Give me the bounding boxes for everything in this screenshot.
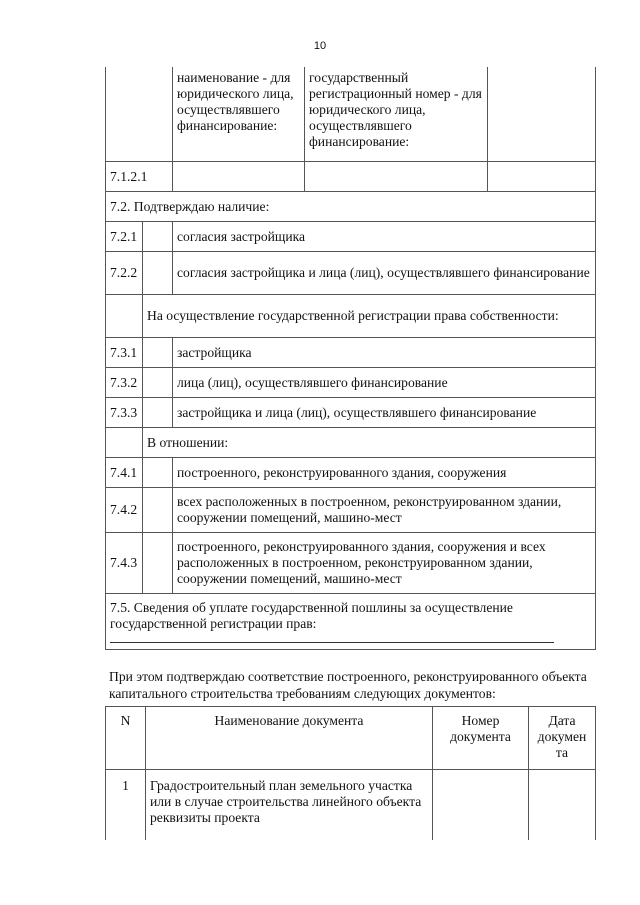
row-number: 7.3.2	[106, 368, 143, 398]
row-n: 1	[106, 770, 146, 841]
header-n: N	[106, 707, 146, 770]
entry-cell[interactable]	[173, 162, 305, 192]
row-7-3-3	[106, 398, 596, 428]
row-number: 7.3.1	[106, 338, 143, 368]
row-number: 7.3.3	[106, 398, 143, 428]
confirmation-paragraph: При этом подтверждаю соответствие построенного, реконструированного объекта капитального строительства требованиям следующих документов:	[109, 669, 587, 701]
row-text: всех расположенных в построенном, реконструированном здании, сооружении помещений, машино-мест	[173, 488, 596, 533]
page-number: 10	[313, 40, 327, 52]
row-7-4-1	[106, 458, 596, 488]
row-text: согласия застройщика и лица (лиц), осуществлявшего финансирование	[173, 252, 596, 295]
row-text: построенного, реконструированного здания, сооружения и всех расположенных в построенном, реконструированном здании, сооружении помещений, машино-мест	[173, 533, 596, 594]
documents-table	[105, 706, 596, 840]
row-number: 7.2.2	[106, 252, 143, 295]
application-table	[105, 67, 596, 650]
row-number: 7.1.2.1	[106, 162, 173, 192]
section-7-4-title-row	[106, 428, 596, 458]
header-document-name: Наименование документа	[146, 707, 433, 770]
row-7-1-2-1	[106, 162, 596, 192]
section-7-3-title-row	[106, 295, 596, 338]
fee-payment-input-line[interactable]	[110, 632, 554, 643]
section-7-5-row	[106, 594, 596, 650]
fee-payment-cell	[106, 594, 596, 650]
row-7-3-2	[106, 368, 596, 398]
row-7-4-2	[106, 488, 596, 533]
checkbox-cell[interactable]	[143, 368, 173, 398]
section-7-2-title-row	[106, 192, 596, 222]
row-7-2-2	[106, 252, 596, 295]
section-title: 7.5. Сведения об уплате государственной пошлины за осуществление государственной регистрации прав:	[110, 600, 513, 631]
checkbox-cell[interactable]	[143, 488, 173, 533]
checkbox-cell[interactable]	[143, 338, 173, 368]
checkbox-cell[interactable]	[143, 533, 173, 594]
checkbox-cell[interactable]	[143, 458, 173, 488]
row-document-name: Градостроительный план земельного участка или в случае строительства линейного объекта реквизиты проекта	[146, 770, 433, 841]
row-number: 7.2.1	[106, 222, 143, 252]
row-text: застройщика и лица (лиц), осуществлявшего финансирование	[173, 398, 596, 428]
header-document-number: Номер документа	[433, 707, 529, 770]
legal-entity-name-cell: наименование - для юридического лица, осуществлявшего финансирование:	[173, 67, 305, 162]
row-7-2-1	[106, 222, 596, 252]
section-title: На осуществление государственной регистрации права собственности:	[143, 295, 596, 338]
header-document-date: Дата докумен та	[529, 707, 596, 770]
section-title: 7.2. Подтверждаю наличие:	[106, 192, 596, 222]
row-document-number[interactable]	[433, 770, 529, 841]
row-document-date[interactable]	[529, 770, 596, 841]
row-number: 7.4.3	[106, 533, 143, 594]
documents-table-header	[106, 707, 596, 770]
checkbox-cell[interactable]	[143, 222, 173, 252]
row-text: согласия застройщика	[173, 222, 596, 252]
entry-cell[interactable]	[488, 162, 596, 192]
continuation-row	[106, 67, 596, 162]
entry-cell[interactable]	[305, 162, 488, 192]
row-text: построенного, реконструированного здания, сооружения	[173, 458, 596, 488]
section-title: В отношении:	[143, 428, 596, 458]
table-row	[106, 770, 596, 841]
legal-entity-reg-number-cell: государственный регистрационный номер - для юридического лица, осуществлявшего финансирование:	[305, 67, 488, 162]
row-number: 7.4.1	[106, 458, 143, 488]
row-7-4-3	[106, 533, 596, 594]
row-text: застройщика	[173, 338, 596, 368]
checkbox-cell[interactable]	[143, 252, 173, 295]
row-number: 7.4.2	[106, 488, 143, 533]
row-text: лица (лиц), осуществлявшего финансирование	[173, 368, 596, 398]
checkbox-cell[interactable]	[143, 398, 173, 428]
row-7-3-1	[106, 338, 596, 368]
